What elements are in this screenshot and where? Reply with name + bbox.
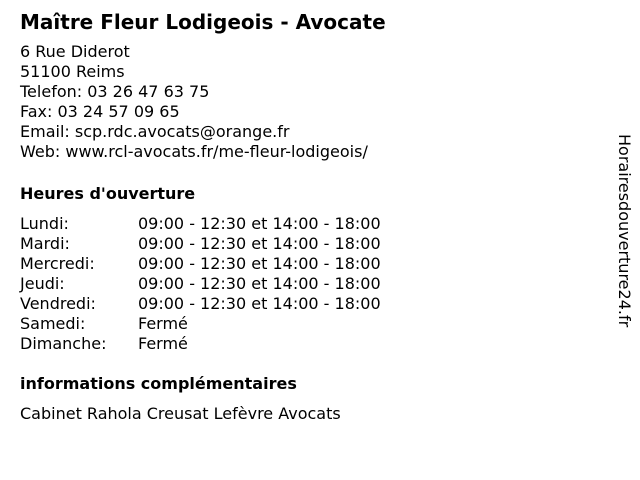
day-label: Mercredi: [20, 254, 95, 273]
hours-row-saturday [20, 314, 600, 334]
opening-hours-table [20, 214, 600, 354]
time-value: 09:00 - 12:30 et 14:00 - 18:00 [138, 274, 381, 293]
website-url: Web: www.rcl-avocats.fr/me-fleur-lodigeois/ [20, 142, 368, 161]
hours-row-wednesday [20, 254, 600, 274]
hours-row-sunday [20, 334, 600, 354]
time-value: 09:00 - 12:30 et 14:00 - 18:00 [138, 214, 381, 233]
fax-number: Fax: 03 24 57 09 65 [20, 102, 180, 121]
page-title: Maître Fleur Lodigeois - Avocate [20, 10, 386, 34]
additional-info-text: Cabinet Rahola Creusat Lefèvre Avocats [20, 404, 341, 423]
opening-hours-heading: Heures d'ouverture [20, 184, 196, 203]
time-value: 09:00 - 12:30 et 14:00 - 18:00 [138, 254, 381, 273]
site-watermark: Horairesdouverture24.fr [615, 134, 634, 328]
day-label: Samedi: [20, 314, 86, 333]
hours-row-tuesday [20, 234, 600, 254]
additional-info-heading: informations complémentaires [20, 374, 297, 393]
street-address: 6 Rue Diderot [20, 42, 130, 61]
day-label: Vendredi: [20, 294, 96, 313]
city: 51100 Reims [20, 62, 125, 81]
phone-number: Telefon: 03 26 47 63 75 [20, 82, 210, 101]
day-label: Dimanche: [20, 334, 107, 353]
time-value: Fermé [138, 314, 188, 333]
hours-row-monday [20, 214, 600, 234]
hours-row-friday [20, 294, 600, 314]
day-label: Mardi: [20, 234, 70, 253]
business-card [20, 8, 600, 424]
address-block [20, 42, 600, 162]
day-label: Jeudi: [20, 274, 65, 293]
time-value: Fermé [138, 334, 188, 353]
day-label: Lundi: [20, 214, 69, 233]
email-address: Email: scp.rdc.avocats@orange.fr [20, 122, 290, 141]
time-value: 09:00 - 12:30 et 14:00 - 18:00 [138, 234, 381, 253]
time-value: 09:00 - 12:30 et 14:00 - 18:00 [138, 294, 381, 313]
hours-row-thursday [20, 274, 600, 294]
